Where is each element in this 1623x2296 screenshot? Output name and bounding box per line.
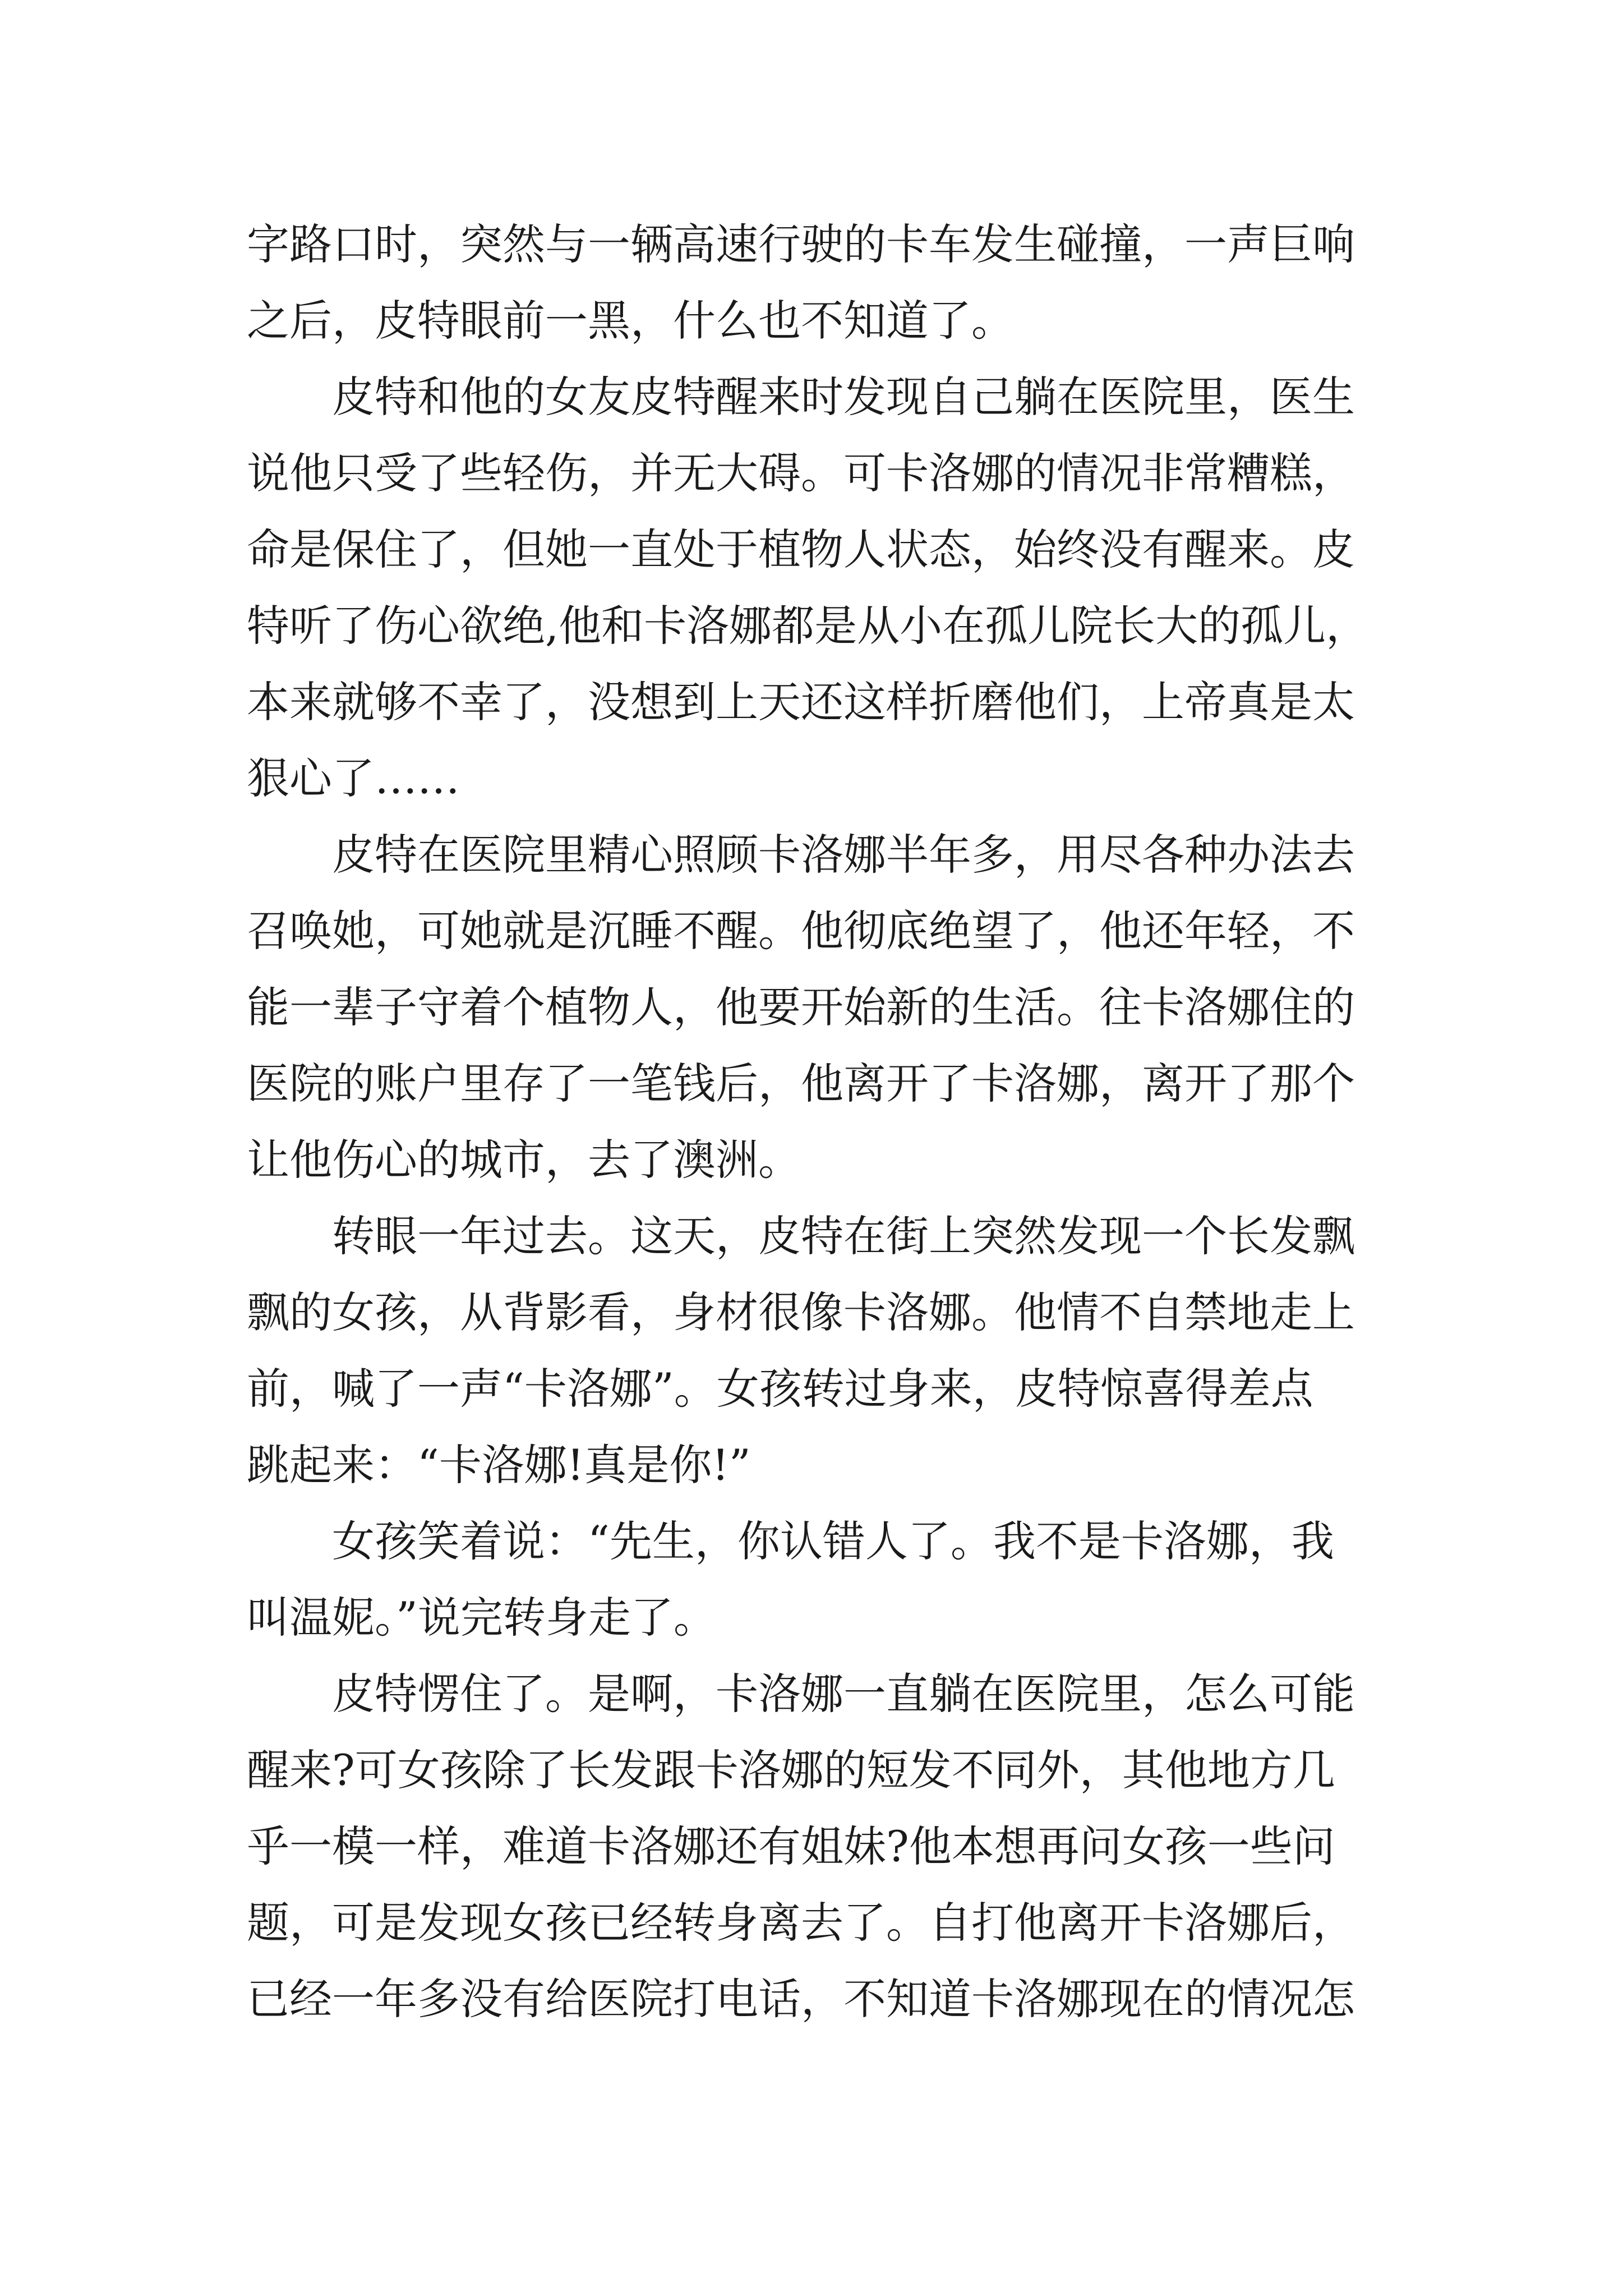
text-line: 命是保住了，但她一直处于植物人状态，始终没有醒来。皮 <box>247 524 1355 574</box>
text-line: 狠心了…… <box>247 753 460 803</box>
text-line: 说他只受了些轻伤，并无大碍。可卡洛娜的情况非常糟糕， <box>247 448 1355 498</box>
text-line: 叫温妮。”说完转身走了。 <box>247 1593 716 1642</box>
text-line: 让他伤心的城市，去了澳洲。 <box>247 1135 801 1185</box>
text-line: 皮特愣住了。是啊，卡洛娜一直躺在医院里，怎么可能 <box>247 1669 1355 1719</box>
text-line: 乎一模一样，难道卡洛娜还有姐妹?他本想再问女孩一些问 <box>247 1821 1335 1871</box>
text-line: 飘的女孩，从背影看，身材很像卡洛娜。他情不自禁地走上 <box>247 1287 1355 1337</box>
text-line: 之后，皮特眼前一黑，什么也不知道了。 <box>247 296 1014 346</box>
text-line: 转眼一年过去。这天，皮特在街上突然发现一个长发飘 <box>247 1211 1355 1261</box>
text-line: 本来就够不幸了，没想到上天还这样折磨他们，上帝真是太 <box>247 677 1355 727</box>
text-line: 医院的账户里存了一笔钱后，他离开了卡洛娜，离开了那个 <box>247 1059 1355 1108</box>
text-line: 题，可是发现女孩已经转身离去了。自打他离开卡洛娜后， <box>247 1898 1355 1948</box>
text-line: 女孩笑着说：“先生，你认错人了。我不是卡洛娜，我 <box>247 1516 1334 1566</box>
document-page <box>247 206 1385 2037</box>
text-line: 醒来?可女孩除了长发跟卡洛娜的短发不同外，其他地方几 <box>247 1745 1335 1795</box>
text-line: 特听了伤心欲绝,他和卡洛娜都是从小在孤儿院长大的孤儿， <box>247 601 1369 651</box>
text-line: 跳起来：“卡洛娜!真是你!” <box>247 1440 751 1490</box>
text-line: 召唤她，可她就是沉睡不醒。他彻底绝望了，他还年轻，不 <box>247 906 1355 956</box>
text-line: 字路口时，突然与一辆高速行驶的卡车发生碰撞，一声巨响 <box>247 219 1355 269</box>
text-line: 已经一年多没有给医院打电话，不知道卡洛娜现在的情况怎 <box>247 1974 1355 2024</box>
text-line: 皮特在医院里精心照顾卡洛娜半年多，用尽各种办法去 <box>247 830 1355 880</box>
text-line: 皮特和他的女友皮特醒来时发现自己躺在医院里，医生 <box>247 372 1355 422</box>
text-line: 能一辈子守着个植物人，他要开始新的生活。往卡洛娜住的 <box>247 982 1355 1032</box>
text-line: 前，喊了一声“卡洛娜”。女孩转过身来，皮特惊喜得差点 <box>247 1364 1313 1414</box>
